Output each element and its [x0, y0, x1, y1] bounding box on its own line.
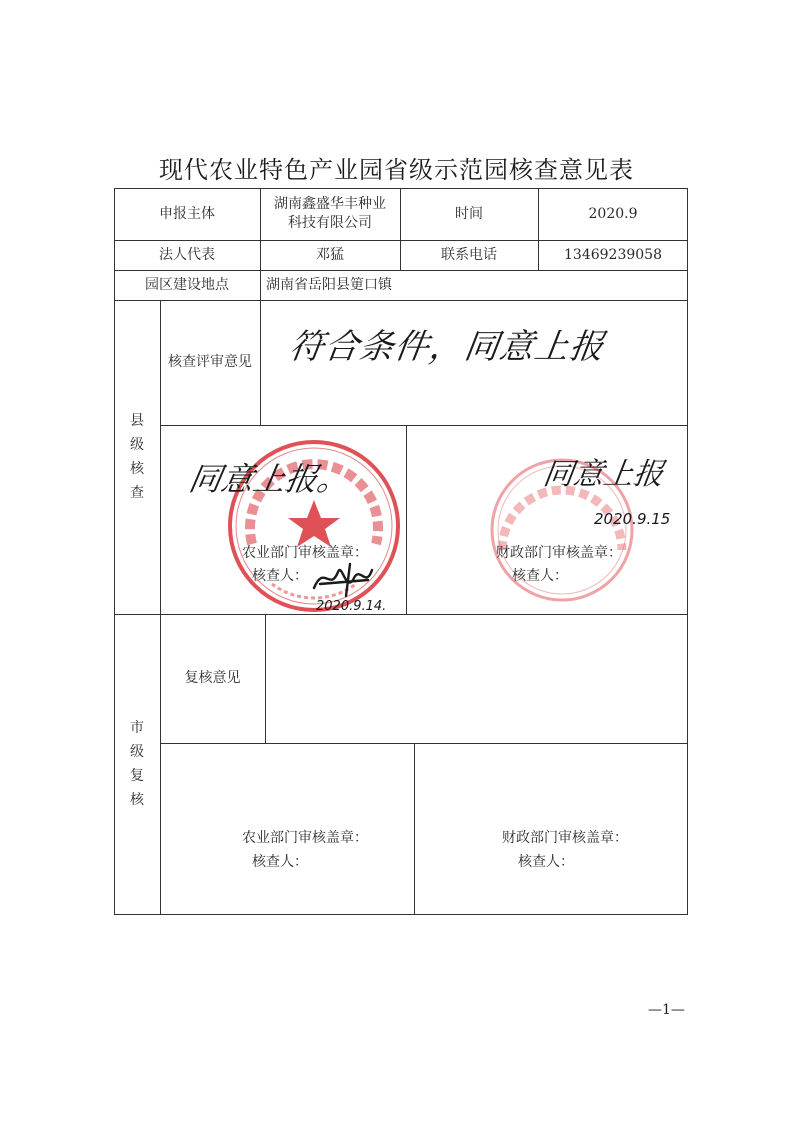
row-divider: [160, 425, 688, 426]
city-agri-checker-label: 核查人：: [252, 853, 308, 870]
table-border-bottom: [114, 914, 688, 915]
legal-rep-label: 法人代表: [159, 246, 215, 263]
row-divider: [160, 743, 688, 744]
county-agri-signature: [310, 558, 420, 616]
county-opinion-label: 核查评审意见: [168, 354, 252, 371]
county-opinion-handwriting: [286, 316, 608, 376]
county-finance-note: 同意上报: [540, 457, 666, 492]
county-opinion-text: 符合条件，同意上报: [286, 327, 608, 367]
county-agri-note: 同意上报。: [186, 460, 353, 498]
time-value: 2020.9: [588, 205, 638, 222]
page-number: —1—: [648, 1002, 685, 1018]
location-value: 湖南省岳阳县筻口镇: [266, 276, 392, 293]
city-agri-stamp-label: 农业部门审核盖章：: [242, 829, 368, 846]
county-finance-handwriting: [540, 442, 696, 502]
legal-rep-value: 邓猛: [316, 246, 344, 263]
col-divider: [414, 743, 415, 914]
col-divider: [265, 614, 266, 743]
county-section-text: 县级核查: [130, 413, 144, 501]
col-divider: [260, 300, 261, 425]
city-section-label: [114, 614, 160, 914]
inspection-form: [114, 188, 688, 915]
applicant-label: 申报主体: [159, 205, 215, 222]
county-agri-stamp-label: 农业部门审核盖章：: [242, 544, 368, 561]
county-agri-date: 2020.9.14.: [316, 599, 387, 614]
city-finance-checker-label: 核查人：: [518, 853, 574, 870]
location-label: 园区建设地点: [145, 276, 229, 293]
applicant-value: 湖南鑫盛华丰种业科技有限公司: [274, 196, 386, 231]
time-label: 时间: [455, 205, 483, 222]
county-finance-date-handwriting: [592, 502, 688, 532]
form-title: 现代农业特色产业园省级示范园核查意见表: [159, 156, 634, 184]
phone-value: 13469239058: [564, 246, 662, 263]
county-finance-stamp-label: 财政部门审核盖章：: [496, 544, 622, 561]
county-agri-checker-label: 核查人：: [252, 567, 308, 584]
city-review-label: 复核意见: [184, 670, 241, 687]
county-finance-checker-label: 核查人：: [512, 567, 568, 584]
county-section-label: [114, 300, 160, 614]
county-agri-handwriting: [186, 442, 354, 512]
city-finance-stamp-label: 财政部门审核盖章：: [502, 829, 628, 846]
city-section-text: 市级复核: [130, 720, 144, 808]
county-finance-date: 2020.9.15: [594, 510, 671, 528]
phone-label: 联系电话: [441, 246, 497, 263]
